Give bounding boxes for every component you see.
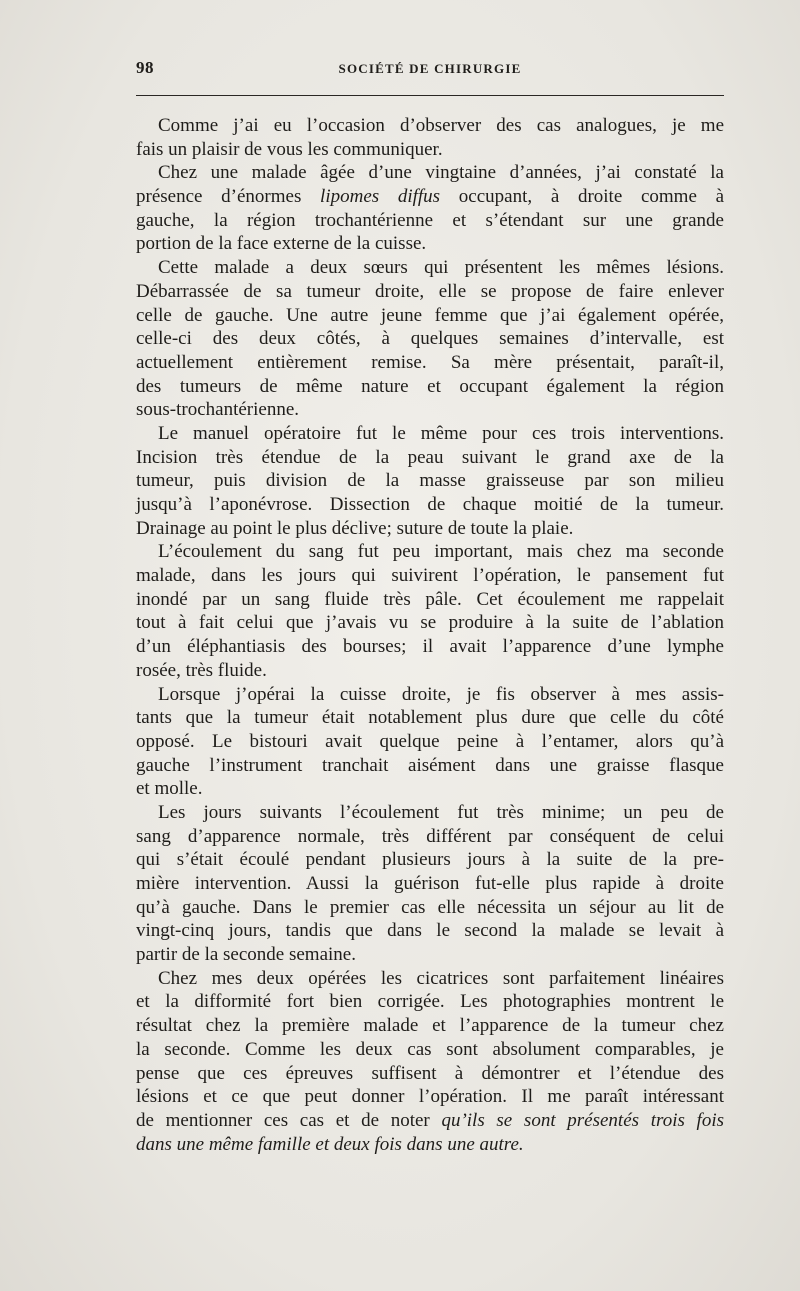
text-line: et la difformité fort bien corrigée. Les photographies montrent le xyxy=(136,991,724,1013)
text-line: Débarrassée de sa tumeur droite, elle se propose de faire enlever xyxy=(136,280,724,302)
paragraph xyxy=(136,540,724,682)
text-line: Incision très étendue de la peau suivant le grand axe de la xyxy=(136,446,724,468)
text-line: tumeur, puis division de la masse graisseuse par son milieu xyxy=(136,470,724,492)
paragraph xyxy=(136,801,724,967)
text-line: Comme j’ai eu l’occasion d’observer des cas analogues, je me xyxy=(158,115,724,136)
text-line: Chez une malade âgée d’une vingtaine d’années, j’ai constaté la xyxy=(158,162,724,184)
text-line: la seconde. Comme les deux cas sont absolument comparables, je xyxy=(136,1038,724,1060)
text-line: jusqu’à l’aponévrose. Dissection de chaque moitié de la tumeur. xyxy=(136,494,724,515)
text-line: et molle. xyxy=(136,778,203,800)
text-line: qu’à gauche. Dans le premier cas elle nécessita un séjour au lit de xyxy=(136,896,724,918)
text-line: rosée, très fluide. xyxy=(136,659,267,681)
text-line: Les jours suivants l’écoulement fut très minime; un peu de xyxy=(158,801,724,823)
paragraph xyxy=(136,422,724,540)
text-line: sang d’apparence normale, très différent par conséquent de celui xyxy=(136,825,724,847)
body-text xyxy=(136,114,724,1156)
paragraph xyxy=(136,683,724,801)
text-line: partir de la seconde semaine. xyxy=(136,944,356,966)
text-line: Lorsque j’opérai la cuisse droite, je fis observer à mes assis- xyxy=(158,683,724,705)
header-rule xyxy=(136,95,724,96)
running-title: SOCIÉTÉ DE CHIRURGIE xyxy=(338,61,522,76)
text-line: portion de la face externe de la cuisse. xyxy=(136,233,427,255)
text-line: gauche l’instrument tranchait aisément dans une graisse flasque xyxy=(136,754,724,776)
text-line: Chez mes deux opérées les cicatrices sont parfaitement linéaires xyxy=(158,967,724,989)
text-line: sous-trochantérienne. xyxy=(136,399,300,421)
text-line: fais un plaisir de vous les communiquer. xyxy=(136,138,443,160)
text-line: vingt-cinq jours, tandis que dans le second la malade se levait à xyxy=(136,920,724,942)
page-header xyxy=(136,58,724,82)
text-line: Drainage au point le plus déclive; suture de toute la plaie. xyxy=(136,517,574,539)
text-line: L’écoulement du sang fut peu important, mais chez ma seconde xyxy=(158,541,724,563)
text-line: tout à fait celui que j’avais vu se produire à la suite de l’ablation xyxy=(136,612,724,634)
text-line: d’un éléphantiasis des bourses; il avait l’apparence d’une lymphe xyxy=(136,636,724,658)
text-line: celle de gauche. Une autre jeune femme que j’ai également opérée, xyxy=(136,304,724,326)
text-line: malade, dans les jours qui suivirent l’opération, le pansement fut xyxy=(136,565,724,587)
text-line: Le manuel opératoire fut le même pour ces trois interventions. xyxy=(158,422,724,444)
text-line: Cette malade a deux sœurs qui présentent les mêmes lésions. xyxy=(158,257,724,279)
text-line: qui s’était écoulé pendant plusieurs jours à la suite de la pre- xyxy=(136,849,724,871)
text-line: inondé par un sang fluide très pâle. Cet écoulement me rappelait xyxy=(136,588,724,610)
paragraph xyxy=(136,256,724,422)
text-line: lésions et ce que peut donner l’opération. Il me paraît intéressant xyxy=(136,1086,724,1108)
text-line: dans une même famille et deux fois dans une autre. xyxy=(136,1133,524,1155)
paragraph xyxy=(136,967,724,1157)
paragraph xyxy=(136,161,724,256)
text-line: résultat chez la première malade et l’apparence de la tumeur chez xyxy=(136,1015,724,1037)
text-line: celle-ci des deux côtés, à quelques semaines d’intervalle, est xyxy=(136,328,724,350)
page-number: 98 xyxy=(136,58,154,77)
text-line: pense que ces épreuves suffisent à démontrer et l’étendue des xyxy=(136,1062,724,1084)
text-line: mière intervention. Aussi la guérison fut-elle plus rapide à droite xyxy=(136,873,724,894)
text-line: gauche, la région trochantérienne et s’étendant sur une grande xyxy=(136,209,724,231)
text-line: présence d’énormes lipomes diffus occupant, à droite comme à xyxy=(136,186,725,208)
text-line: actuellement entièrement remise. Sa mère présentait, paraît-il, xyxy=(136,351,724,373)
text-line: de mentionner ces cas et de noter qu’ils se sont présentés trois fois xyxy=(136,1109,724,1131)
paragraph xyxy=(136,114,724,161)
text-line: tants que la tumeur était notablement plus dure que celle du côté xyxy=(136,707,724,729)
text-line: des tumeurs de même nature et occupant également la région xyxy=(136,375,724,397)
text-line: opposé. Le bistouri avait quelque peine à l’entamer, alors qu’à xyxy=(136,730,724,752)
